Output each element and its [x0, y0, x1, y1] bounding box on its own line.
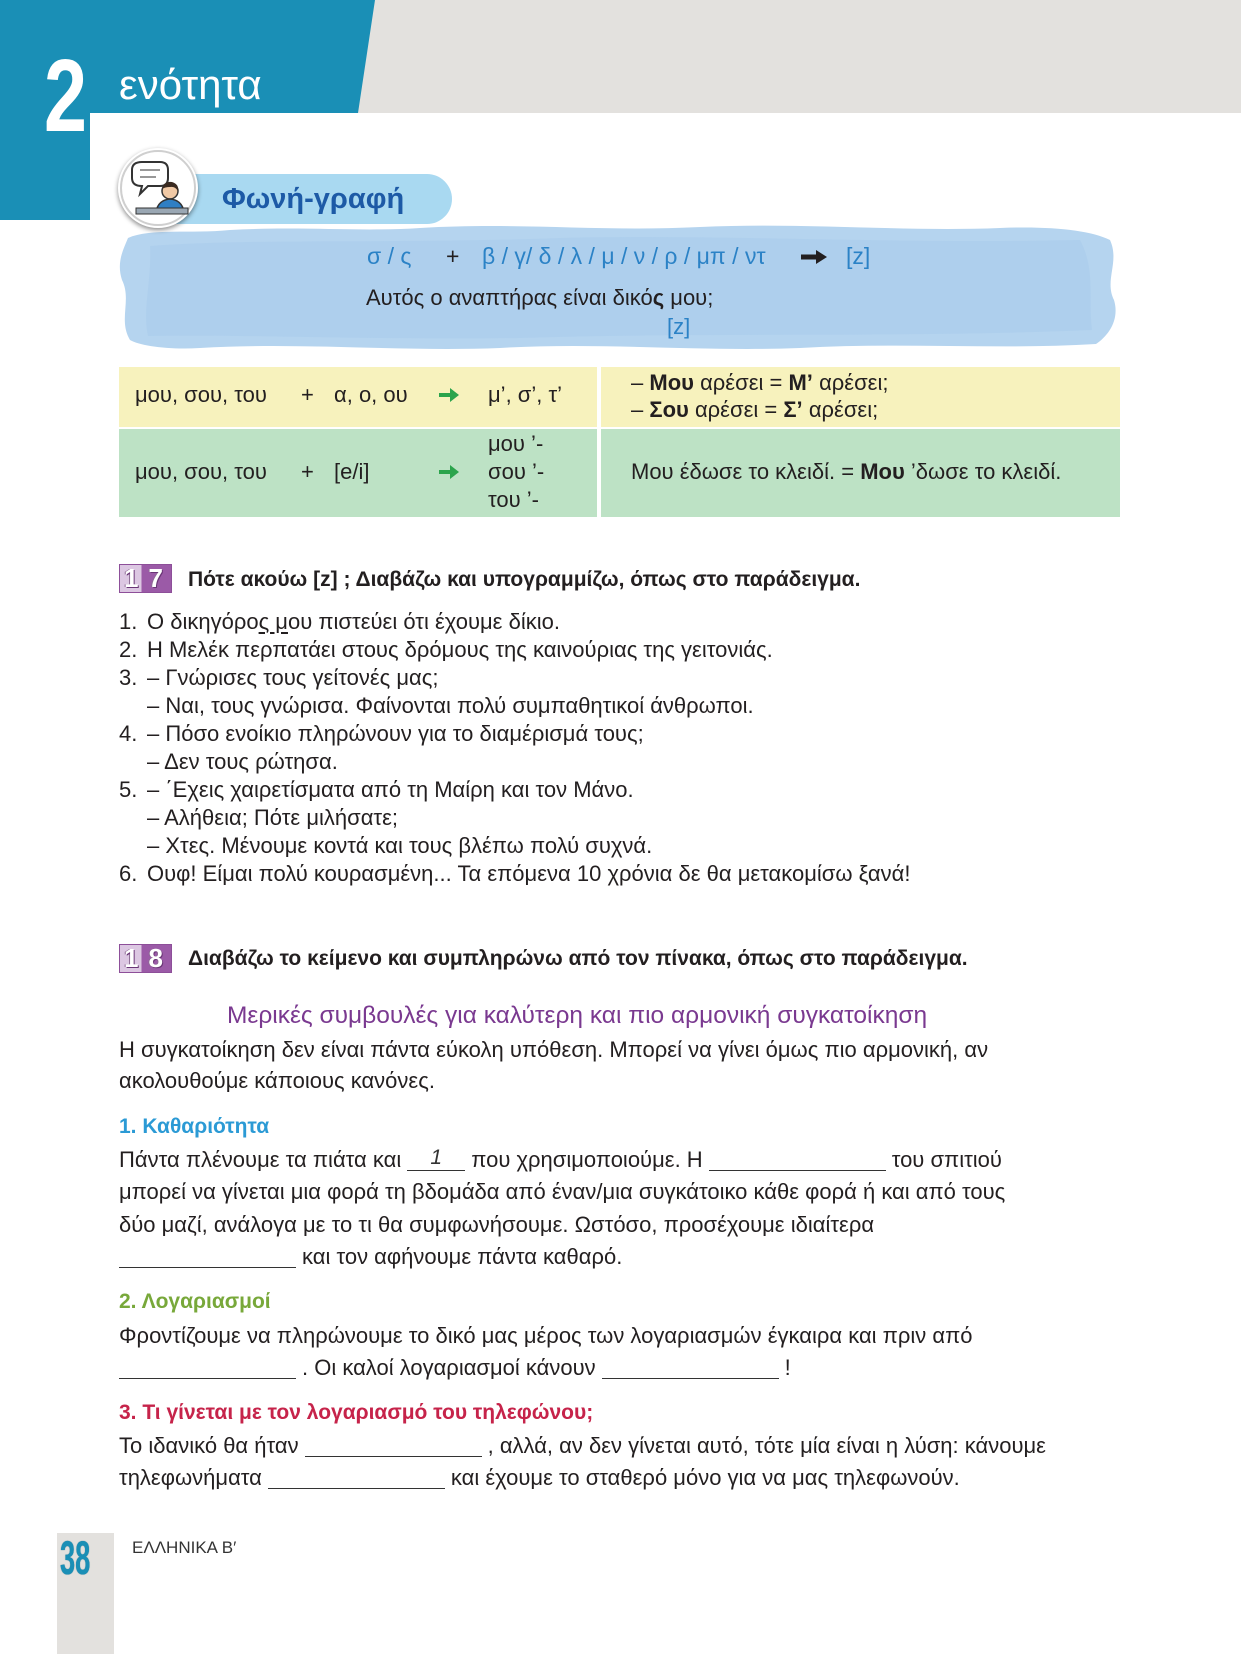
sounds: [e/i] — [334, 459, 370, 484]
table-row2-rule-cell — [119, 429, 597, 517]
unit-number: 2 — [44, 38, 87, 153]
pronouns: μου, σου, του — [135, 382, 267, 407]
green-arrow-right-icon — [438, 387, 460, 403]
tip-heading-phone: 3. Τι γίνεται με τον λογαριασμό του τηλεφώνου; — [119, 1401, 594, 1424]
example-answer: 1 — [430, 1146, 443, 1169]
plus-sign: + — [301, 459, 314, 484]
example-line: Μου έδωσε το κλειδί. = Μου ’δωσε το κλειδί. — [631, 459, 1062, 484]
rule-consonants: β / γ/ δ / λ / μ / ν / ρ / μπ / ντ — [482, 243, 766, 269]
exercise-instruction: Διαβάζω το κείμενο και συμπληρώνω από τον πίνακα, όπως στο παράδειγμα. — [188, 947, 968, 970]
rule-letters: σ / ς — [367, 243, 412, 269]
table-row2-example-cell — [601, 429, 1120, 517]
tip-heading-cleanliness: 1. Καθαριότητα — [119, 1115, 270, 1138]
rule-example-sentence: Αυτός ο αναπτήρας είναι δικός μου; — [366, 285, 714, 310]
elided-form: μου ’- — [488, 431, 544, 456]
rule-example-sound: [z] — [667, 314, 691, 339]
page-number: 38 — [60, 1531, 91, 1584]
plus-sign: + — [301, 382, 314, 407]
vowels: α, ο, ου — [334, 382, 408, 407]
pronouns: μου, σου, του — [135, 459, 267, 484]
answer-blank — [602, 1357, 779, 1379]
tip-paragraph-phone: Το ιδανικό θα ήταν , αλλά, αν δεν γίνεται αυτό, τότε μία είναι η λύση: κάνουμε τηλεφωνήματα και έχουμε το σταθερό μόνο για να μας τηλεφωνούν. — [119, 1433, 1046, 1491]
green-arrow-right-icon — [438, 464, 460, 480]
exercise-instruction: Πότε ακούω [z] ; Διαβάζω και υπογραμμίζω, όπως στο παράδειγμα. — [188, 568, 861, 591]
answer-blank — [305, 1435, 482, 1457]
answer-blank — [119, 1357, 296, 1379]
book-title: ΕΛΛΗΝΙΚΑ Β′ — [132, 1538, 237, 1557]
example-line: – Σου αρέσει = Σ’ αρέσει; — [631, 397, 879, 422]
answer-blank — [407, 1146, 465, 1171]
underlined-example: ς μ — [258, 609, 288, 634]
elided-forms: μ’, σ’, τ’ — [488, 382, 563, 407]
tip-paragraph-cleanliness: Πάντα πλένουμε τα πιάτα και 1 που χρησιμοποιούμε. Η του σπιτιού μπορεί να γίνεται μια φορά τη βδομάδα από έναν/μια συγκάτοικο κάθε φορά ή και από τους δύο μαζί, ανάλογα με το τι θα συμφωνήσουμε. Ωστόσο, προσέχουμε ιδιαίτερα και τον αφήνουμε πάντα καθαρό. — [119, 1146, 1006, 1269]
text-title: Μερικές συμβουλές για καλύτερη και πιο αρμονική συγκατοίκηση — [227, 1002, 928, 1029]
example-line: – Μου αρέσει = Μ’ αρέσει; — [631, 370, 889, 395]
exercise-number-badge: 17 — [119, 564, 172, 593]
answer-blank — [268, 1467, 445, 1489]
section-title: Φωνή-γραφή — [222, 183, 405, 215]
exercise-number-badge: 18 — [119, 944, 172, 973]
answer-blank — [119, 1246, 296, 1268]
unit-label: ενότητα — [119, 61, 262, 108]
table-row1-rule-cell — [119, 367, 597, 427]
answer-blank — [709, 1149, 886, 1171]
speaker-at-desk-icon — [118, 148, 198, 228]
arrow-right-icon — [800, 249, 828, 265]
rule-result-sound: [z] — [846, 243, 871, 269]
elided-form: του ’- — [488, 487, 539, 512]
rule-plus: + — [446, 243, 460, 269]
elided-form: σου ’- — [488, 459, 545, 484]
tip-heading-bills: 2. Λογαριασμοί — [119, 1290, 271, 1313]
tip-paragraph-bills: Φροντίζουμε να πληρώνουμε το δικό μας μέρος των λογαριασμών έγκαιρα και πριν από . Οι καλοί λογαριασμοί κάνουν ! — [119, 1323, 973, 1381]
table-row1-example-cell — [601, 367, 1120, 427]
intro-paragraph: Η συγκατοίκηση δεν είναι πάντα εύκολη υπόθεση. Μπορεί να γίνει όμως πιο αρμονική, αν ακολουθούμε κάποιους κανόνες. — [119, 1037, 989, 1093]
